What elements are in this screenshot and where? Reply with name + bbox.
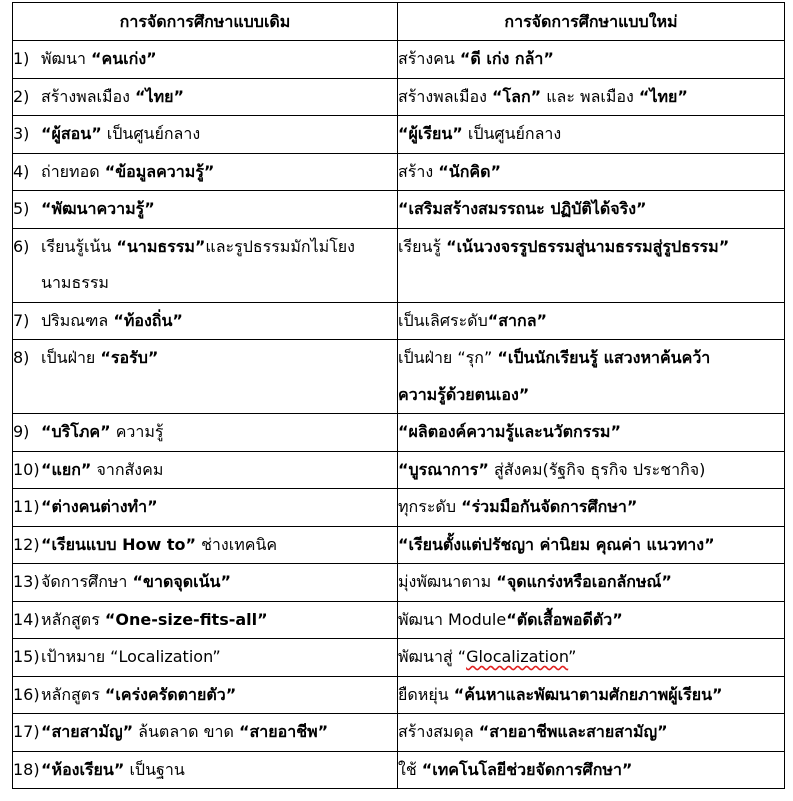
emphasized-text: “ค้นหาและพัฒนาตามศักยภาพผู้เรียน” — [453, 684, 723, 704]
cell-text: เป็นฐาน — [124, 759, 185, 779]
cell-line — [13, 79, 397, 116]
emphasized-text: “ไทย” — [638, 86, 688, 106]
new-approach-cell — [398, 340, 785, 414]
cell-line — [398, 377, 784, 414]
table-row — [13, 601, 785, 639]
cell-text: เป็นศูนย์กลาง — [101, 124, 201, 143]
emphasized-text: “ห้องเรียน” — [41, 759, 125, 779]
cell-line — [13, 154, 397, 191]
emphasized-text: ความรู้ด้วยตนเอง” — [398, 384, 530, 404]
cell-line — [398, 752, 784, 789]
cell-line — [13, 340, 397, 377]
cell-text: เป็นเลิศระดับ — [398, 310, 488, 330]
row-number: 11) — [13, 497, 40, 516]
old-approach-cell — [13, 751, 398, 789]
cell-line — [13, 452, 397, 489]
emphasized-text: “ต่างคนต่างทำ” — [41, 497, 158, 516]
cell-text: สู่สังคม(รัฐกิจ ธุรกิจ ประชากิจ) — [488, 459, 706, 479]
old-approach-cell — [13, 41, 398, 79]
emphasized-text: “สายอาชีพ” — [238, 722, 329, 741]
cell-text: เป็นฝ่าย “รุก” — [398, 348, 498, 367]
new-approach-cell — [398, 228, 785, 302]
cell-line — [398, 191, 784, 228]
row-number: 15) — [13, 647, 40, 666]
emphasized-text: “เรียนแบบ How to” — [41, 534, 196, 554]
cell-text: ยืดหยุ่น — [398, 684, 454, 704]
cell-line — [398, 527, 784, 564]
cell-text: ปริมณฑล — [41, 310, 114, 330]
cell-line — [13, 714, 397, 751]
new-approach-cell — [398, 116, 785, 154]
row-number: 16) — [13, 684, 40, 704]
row-number: 2) — [13, 86, 30, 106]
emphasized-text: “สายสามัญ” — [41, 722, 134, 741]
cell-line — [13, 752, 397, 789]
new-approach-cell — [398, 639, 785, 677]
table-row — [13, 191, 785, 229]
row-number: 14) — [13, 609, 40, 629]
old-approach-cell — [13, 414, 398, 452]
emphasized-text: “นามธรรม” — [116, 236, 206, 256]
cell-line — [398, 452, 784, 489]
emphasized-text: “แยก” — [41, 459, 92, 479]
cell-line — [398, 229, 784, 266]
new-approach-cell — [398, 714, 785, 752]
emphasized-text: “บริโภค” — [41, 422, 111, 441]
cell-line — [13, 191, 397, 228]
emphasized-text: “บูรณาการ” — [398, 459, 489, 479]
old-approach-cell — [13, 116, 398, 154]
table-row — [13, 228, 785, 302]
emphasized-text: “One-size-fits-all” — [104, 609, 268, 629]
cell-line — [398, 41, 784, 78]
cell-text: หลักสูตร — [41, 684, 105, 704]
header-old-approach: การจัดการศึกษาแบบเดิม — [13, 3, 398, 41]
row-number: 13) — [13, 572, 40, 591]
new-approach-cell — [398, 153, 785, 191]
cell-text: สร้าง — [398, 161, 439, 181]
cell-line — [398, 489, 784, 526]
cell-text: พัฒนาสู่ “ — [398, 647, 467, 666]
emphasized-text: “ขาดจุดเน้น” — [132, 572, 231, 591]
emphasized-text: “ท้องถิ่น” — [113, 310, 183, 330]
cell-text: ล้นตลาด ขาด — [133, 722, 239, 741]
cell-line — [398, 714, 784, 751]
cell-text: ช่างเทคนิค — [195, 534, 278, 554]
cell-text: เป็นฝ่าย — [41, 348, 101, 367]
cell-text: สร้างพลเมือง — [41, 86, 136, 106]
new-approach-cell — [398, 601, 785, 639]
table-row — [13, 153, 785, 191]
cell-line — [398, 677, 784, 714]
row-number: 7) — [13, 310, 30, 330]
header-new-approach: การจัดการศึกษาแบบใหม่ — [398, 3, 785, 41]
old-approach-cell — [13, 564, 398, 602]
old-approach-cell — [13, 228, 398, 302]
cell-line — [13, 41, 397, 78]
old-approach-cell — [13, 526, 398, 564]
old-approach-cell — [13, 191, 398, 229]
cell-text: ใช้ — [398, 759, 422, 779]
table-row — [13, 41, 785, 79]
emphasized-text: “สากล” — [487, 310, 548, 330]
cell-text: หลักสูตร — [41, 609, 105, 629]
new-approach-cell — [398, 414, 785, 452]
old-approach-cell — [13, 601, 398, 639]
cell-text: ” — [568, 647, 577, 666]
table-row — [13, 302, 785, 340]
cell-line — [13, 265, 397, 302]
table-row — [13, 116, 785, 154]
cell-line — [398, 639, 784, 676]
emphasized-text: “ผลิตองค์ความรู้และนวัตกรรม” — [398, 422, 621, 441]
cell-text: สร้างพลเมือง — [398, 86, 493, 106]
row-number: 10) — [13, 459, 40, 479]
cell-line — [398, 154, 784, 191]
row-number: 18) — [13, 759, 40, 779]
cell-line — [13, 229, 397, 266]
table-row — [13, 451, 785, 489]
emphasized-text: “เสริมสร้างสมรรถนะ ปฏิบัติได้จริง” — [398, 199, 647, 218]
row-number: 8) — [13, 348, 30, 367]
cell-text: เป็นศูนย์กลาง — [462, 124, 562, 143]
old-approach-cell — [13, 676, 398, 714]
cell-text: ทุกระดับ — [398, 497, 462, 516]
cell-line — [398, 303, 784, 340]
cell-line — [13, 639, 397, 676]
old-approach-cell — [13, 714, 398, 752]
new-approach-cell — [398, 526, 785, 564]
cell-line — [13, 414, 397, 451]
table-header — [13, 3, 785, 41]
cell-text: และ พลเมือง — [541, 86, 639, 106]
cell-text: และรูปธรรมมักไม่โยง — [205, 236, 355, 256]
old-approach-cell — [13, 639, 398, 677]
cell-text: เป้าหมาย “Localization” — [41, 647, 221, 666]
emphasized-text: “เน้นวงจรรูปธรรมสู่นามธรรมสู่รูปธรรม” — [446, 236, 730, 256]
old-approach-cell — [13, 153, 398, 191]
row-number: 17) — [13, 722, 40, 741]
cell-line — [13, 489, 397, 526]
emphasized-text: “ไทย” — [135, 86, 185, 106]
table-row — [13, 526, 785, 564]
emphasized-text: “จุดแกร่งหรือเอกลักษณ์” — [496, 572, 672, 591]
cell-line — [13, 527, 397, 564]
cell-line — [13, 677, 397, 714]
emphasized-text: “ดี เก่ง กล้า” — [459, 49, 554, 68]
new-approach-cell — [398, 302, 785, 340]
new-approach-cell — [398, 41, 785, 79]
emphasized-text: “ข้อมูลความรู้” — [104, 161, 215, 181]
spellcheck-flagged-text: Glocalization — [466, 647, 569, 666]
new-approach-cell — [398, 489, 785, 527]
row-number: 9) — [13, 422, 30, 441]
old-approach-cell — [13, 451, 398, 489]
cell-line — [398, 602, 784, 639]
new-approach-cell — [398, 191, 785, 229]
table-body — [13, 41, 785, 789]
cell-line — [13, 116, 397, 153]
cell-text: พัฒนา Module — [398, 609, 507, 629]
cell-text: จากสังคม — [91, 459, 164, 479]
cell-line — [13, 564, 397, 601]
cell-text: มุ่งพัฒนาตาม — [398, 572, 497, 591]
row-number: 4) — [13, 161, 30, 181]
cell-line — [398, 414, 784, 451]
cell-line — [398, 79, 784, 116]
cell-line — [398, 116, 784, 153]
row-number: 3) — [13, 124, 30, 143]
new-approach-cell — [398, 451, 785, 489]
emphasized-text: “เรียนตั้งแต่ปรัชญา ค่านิยม คุณค่า แนวทาง” — [398, 534, 715, 554]
emphasized-text: “พัฒนาความรู้” — [41, 199, 155, 218]
emphasized-text: “ร่วมมือกันจัดการศึกษา” — [461, 497, 638, 516]
row-number: 1) — [13, 49, 30, 68]
emphasized-text: “คนเก่ง” — [91, 49, 157, 68]
cell-text: ถ่ายทอด — [41, 161, 105, 181]
table-row — [13, 78, 785, 116]
new-approach-cell — [398, 564, 785, 602]
cell-line — [398, 340, 784, 377]
cell-text: สร้างสมดุล — [398, 722, 479, 741]
table-row — [13, 414, 785, 452]
emphasized-text: “โลก” — [492, 86, 542, 106]
cell-line — [398, 564, 784, 601]
row-number: 6) — [13, 236, 30, 256]
old-approach-cell — [13, 340, 398, 414]
cell-text: พัฒนา — [41, 49, 92, 68]
cell-text: เรียนรู้ — [398, 236, 447, 256]
table-row — [13, 676, 785, 714]
cell-text: สร้างคน — [398, 49, 460, 68]
old-approach-cell — [13, 302, 398, 340]
emphasized-text: “ผู้สอน” — [41, 124, 102, 143]
emphasized-text: “ตัดเสื้อพอดีตัว” — [506, 609, 623, 629]
new-approach-cell — [398, 676, 785, 714]
row-number: 12) — [13, 534, 40, 554]
emphasized-text: “เคร่งครัดตายตัว” — [104, 684, 237, 704]
old-approach-cell — [13, 489, 398, 527]
emphasized-text: “เทคโนโลยีช่วยจัดการศึกษา” — [421, 759, 633, 779]
table-row — [13, 564, 785, 602]
emphasized-text: “สายอาชีพและสายสามัญ” — [478, 722, 668, 741]
old-approach-cell — [13, 78, 398, 116]
emphasized-text: “นักคิด” — [438, 161, 501, 181]
cell-line — [13, 602, 397, 639]
emphasized-text: “ผู้เรียน” — [398, 124, 463, 143]
row-number: 5) — [13, 199, 30, 218]
header-row — [13, 3, 785, 41]
emphasized-text: “เป็นนักเรียนรู้ แสวงหาค้นคว้า — [497, 348, 711, 367]
cell-line — [13, 303, 397, 340]
table-row — [13, 714, 785, 752]
table-row — [13, 489, 785, 527]
cell-text: จัดการศึกษา — [41, 572, 133, 591]
cell-text: นามธรรม — [41, 273, 109, 292]
table-row — [13, 751, 785, 789]
cell-text: ความรู้ — [110, 422, 164, 441]
table-row — [13, 639, 785, 677]
comparison-table — [12, 2, 785, 789]
table-row — [13, 340, 785, 414]
new-approach-cell — [398, 78, 785, 116]
new-approach-cell — [398, 751, 785, 789]
cell-text: เรียนรู้เน้น — [41, 236, 117, 256]
emphasized-text: “รอรับ” — [100, 348, 159, 367]
